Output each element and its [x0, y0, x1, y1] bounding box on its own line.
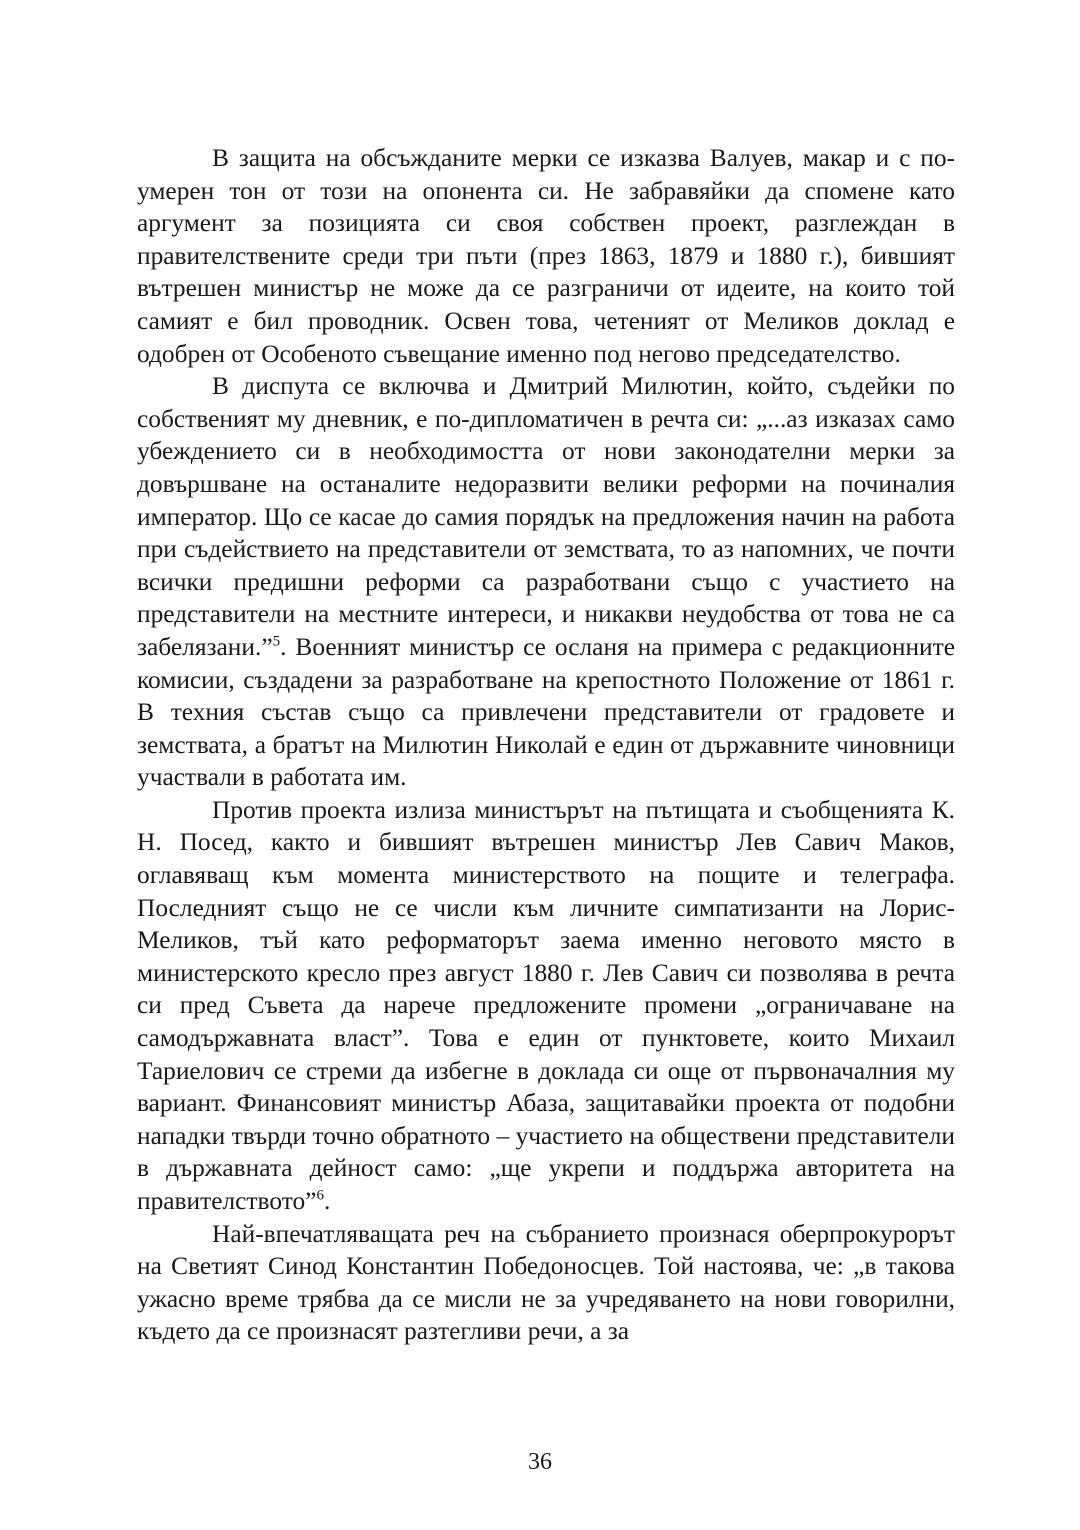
body-text: [137, 142, 955, 1348]
paragraph-text: В защита на обсъжданите мерки се изказва Валуев, макар и с по-умерен тон от този на опонента си. Не забравяйки да спомене като аргумент за позицията си своя собствен проект, разглеждан в правителствените среди три пъти (през 1863, 1879 и 1880 г.), бившият вътрешен министър не може да се разграничи от идеите, на които той самият е бил проводник. Освен това, четеният от Меликов доклад е одобрен от Особеното съвещание именно под негово председателство.: [137, 144, 955, 368]
paragraph-text: .: [323, 1187, 331, 1215]
footnote-marker: 6: [316, 1187, 324, 1204]
paragraph-text: Най-впечатляващата реч на събранието произнася оберпрокурорът на Светият Синод Константин Победоносцев. Той настоява, че: „в такова ужасно време трябва да се мисли не за учредяването на нови говорилни, където да се произнасят разтегливи речи, а за: [137, 1219, 955, 1346]
paragraph-text: Против проекта излиза министърът на пътищата и съобщенията К. Н. Посед, както и бившият вътрешен министър Лев Савич Маков, оглавяващ към момента министерството на пощите и телеграфа. Последният също не се числи към личните симпатизанти на Лорис-Меликов, тъй като реформаторът заема именно неговото място в министерското кресло през август 1880 г. Лев Савич си позволява в речта си пред Съвета да нарече предложените промени „ограничаване на самодържавната власт”. Това е един от пунктовете, които Михаил Тариелович се стреми да избегне в доклада си още от първоначалния му вариант. Финансовият министър Абаза, защитавайки проекта от подобни нападки твърди точно обратното – участието на обществени представители в държавната дейност само: „ще укрепи и поддържа авторитета на правителството”: [137, 795, 955, 1215]
paragraph-valuev: [137, 142, 955, 370]
paragraph-pobedonostsev: [137, 1218, 955, 1348]
footnote-marker: 5: [272, 633, 281, 650]
paragraph-milyutin: [137, 370, 955, 794]
paragraph-posed-makov: [137, 794, 955, 1218]
page-number: 36: [528, 1449, 552, 1475]
paragraph-text: В диспута се включва и Дмитрий Милютин, който, съдейки по собственият му дневник, е по-дипломатичен в речта си: „...аз изказах само убеждението си в необходимостта от нови законодателни мерки за довършване на останалите недоразвити велики реформи на починалия император. Що се касае до самия порядък на предложения начин на работа при съдействието на представители от земствата, то аз напомних, че почти всички предишни реформи са разработвани също с участието на представители на местните интереси, и никакви неудобства от това не са забелязани.”: [137, 372, 955, 661]
paragraph-text: . Военният министър се осланя на примера с редакционните комисии, създадени за разработване на крепостното Положение от 1861 г. В техния състав също са привлечени представители от градовете и земствата, а братът на Милютин Николай е един от държавните чиновници участвали в работата им.: [137, 632, 955, 792]
